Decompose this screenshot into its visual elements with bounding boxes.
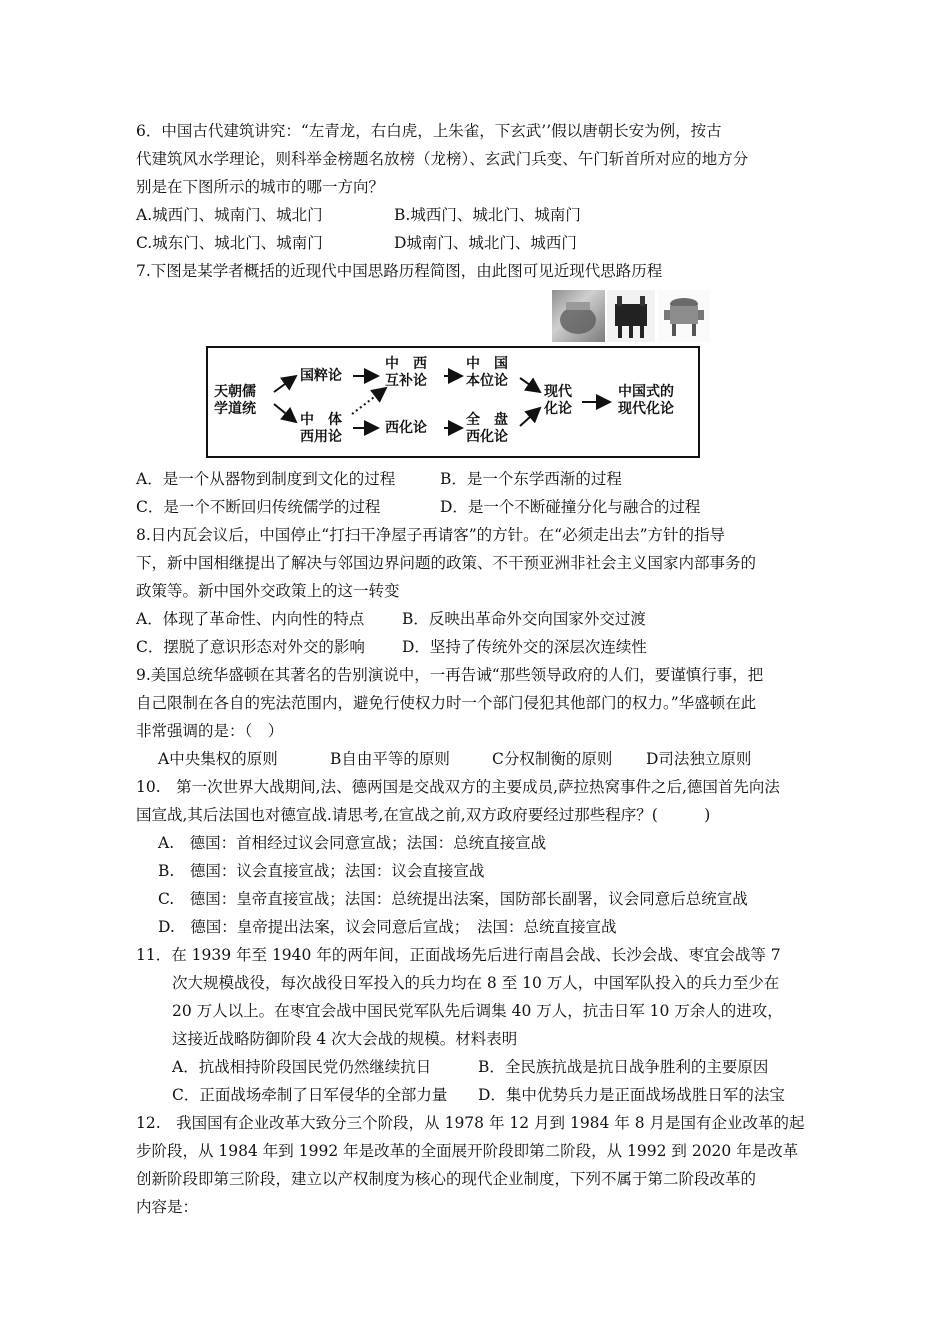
- q6-line-1: 6．中国古代建筑讲究：“左青龙，右白虎，上朱雀，下玄武’’假以唐朝长安为例，按古: [136, 122, 722, 140]
- thought-history-diagram: [206, 346, 700, 458]
- node-xihua: 西化论: [385, 420, 427, 436]
- q12-line-1: 12. 我国国有企业改革大致分三个阶段，从 1978 年 12 月到 1984 年 8 月是国有企业改革的起: [136, 1114, 805, 1132]
- q7-option-c[interactable]: C．是一个不断回归传统儒学的过程: [136, 498, 381, 516]
- q6-option-b[interactable]: B.城西门、城北门、城南门: [394, 206, 581, 224]
- q12-line-2: 步阶段，从 1984 年到 1992 年是改革的全面展开阶段即第二阶段，从 1992 到 2020 年是改革: [136, 1142, 799, 1160]
- q11-line-1: 11．在 1939 年至 1940 年的两年间，正面战场先后进行南昌会战、长沙会战、枣宜会战等 7: [136, 946, 781, 964]
- node-quanpan-xihua: 全 盘 西化论: [466, 412, 508, 445]
- q10-option-d[interactable]: D. 德国：皇帝提出法案，议会同意后宣战； 法国：总统直接宣战: [158, 918, 617, 936]
- q9-line-3: 非常强调的是：（ ）: [136, 722, 284, 740]
- q6-option-a[interactable]: A.城西门、城南门、城北门: [136, 206, 323, 224]
- q9-option-c[interactable]: C分权制衡的原则: [492, 750, 613, 768]
- q8-line-2: 下，新中国相继提出了解决与邻国边界问题的政策、不干预亚洲非社会主义国家内部事务的: [136, 554, 757, 572]
- q8-option-a[interactable]: A．体现了革命性、内向性的特点: [136, 610, 365, 628]
- q11-line-4: 这接近战略防御阶段 4 次大会战的规模。材料表明: [172, 1030, 518, 1048]
- node-xiandaihua: 现代 化论: [544, 384, 572, 417]
- node-zhongti-xiyong: 中 体 西用论: [300, 412, 342, 445]
- q9-line-2: 自己限制在各自的宪法范围内，避免行使权力时一个部门侵犯其他部门的权力。”华盛顿在此: [136, 694, 757, 712]
- bronze-ding-photo: [607, 290, 655, 342]
- q11-option-d[interactable]: D．集中优势兵力是正面战场战胜日军的法宝: [478, 1086, 785, 1104]
- q7-option-a[interactable]: A．是一个从器物到制度到文化的过程: [136, 470, 396, 488]
- q12-line-4: 内容是：: [136, 1198, 199, 1216]
- node-guocui: 国粹论: [300, 368, 342, 384]
- q9-option-a[interactable]: A中央集权的原则: [158, 750, 278, 768]
- q11-line-3: 20 万人以上。在枣宜会战中国民党军队先后调集 40 万人，抗击日军 10 万余人的进攻，: [172, 1002, 783, 1020]
- bronze-vessel-photo-3: [658, 290, 710, 342]
- bronze-vessel-photo-1: [552, 290, 605, 342]
- q6-option-d[interactable]: D城南门、城北门、城西门: [394, 234, 577, 252]
- node-tianchao: 天朝儒 学道统: [214, 384, 256, 417]
- q11-option-b[interactable]: B．全民族抗战是抗日战争胜利的主要原因: [478, 1058, 769, 1076]
- q7-option-d[interactable]: D．是一个不断碰撞分化与融合的过程: [440, 498, 701, 516]
- q8-option-d[interactable]: D．坚持了传统外交的深层次连续性: [402, 638, 647, 656]
- q9-line-1: 9.美国总统华盛顿在其著名的告别演说中，一再告诫“那些领导政府的人们，要谨慎行事，把: [136, 666, 764, 684]
- q6-line-3: 别是在下图所示的城市的哪一方向？: [136, 178, 385, 196]
- q8-line-1: 8.日内瓦会议后，中国停止“打扫干净屋子再请客”的方针。在“必须走出去”方针的指导: [136, 526, 725, 544]
- q9-option-b[interactable]: B自由平等的原则: [330, 750, 450, 768]
- q11-line-2: 次大规模战役，每次战役日军投入的兵力均在 8 至 10 万人，中国军队投入的兵力至少在: [172, 974, 780, 992]
- q10-line-2: 国宣战,其后法国也对德宣战.请思考,在宣战之前,双方政府要经过那些程序？( ): [136, 806, 711, 824]
- q6-line-2: 代建筑风水学理论，则科举金榜题名放榜（龙榜）、玄武门兵变、午门斩首所对应的地方分: [136, 150, 749, 168]
- q8-option-b[interactable]: B．反映出革命外交向国家外交过渡: [402, 610, 646, 628]
- node-zhongguoshi-xiandaihua: 中国式的 现代化论: [618, 384, 674, 417]
- q12-line-3: 创新阶段即第三阶段，建立以产权制度为核心的现代企业制度，下列不属于第二阶段改革的: [136, 1170, 757, 1188]
- q10-option-a[interactable]: A. 德国：首相经过议会同意宣战；法国：总统直接宣战: [158, 834, 547, 852]
- q8-line-3: 政策等。新中国外交政策上的这一转变: [136, 582, 400, 600]
- q7-option-b[interactable]: B．是一个东学西渐的过程: [440, 470, 622, 488]
- q11-option-a[interactable]: A．抗战相持阶段国民党仍然继续抗日: [172, 1058, 432, 1076]
- q10-line-1: 10. 第一次世界大战期间,法、德两国是交战双方的主要成员,萨拉热窝事件之后,德国首先向法: [136, 778, 780, 796]
- q8-option-c[interactable]: C．摆脱了意识形态对外交的影响: [136, 638, 365, 656]
- q11-option-c[interactable]: C．正面战场牵制了日军侵华的全部力量: [172, 1086, 448, 1104]
- node-zhongguo-benwei: 中 国 本位论: [466, 356, 508, 389]
- q10-option-b[interactable]: B. 德国：议会直接宣战；法国：议会直接宣战: [158, 862, 485, 880]
- q6-option-c[interactable]: C.城东门、城北门、城南门: [136, 234, 323, 252]
- q10-option-c[interactable]: C. 德国：皇帝直接宣战；法国：总统提出法案，国防部长副署，议会同意后总统宣战: [158, 890, 748, 908]
- q7-line-1: 7.下图是某学者概括的近现代中国思路历程简图，由此图可见近现代思路历程: [136, 262, 663, 280]
- node-zhongxi-hubu: 中 西 互补论: [385, 356, 427, 389]
- q9-option-d[interactable]: D司法独立原则: [646, 750, 752, 768]
